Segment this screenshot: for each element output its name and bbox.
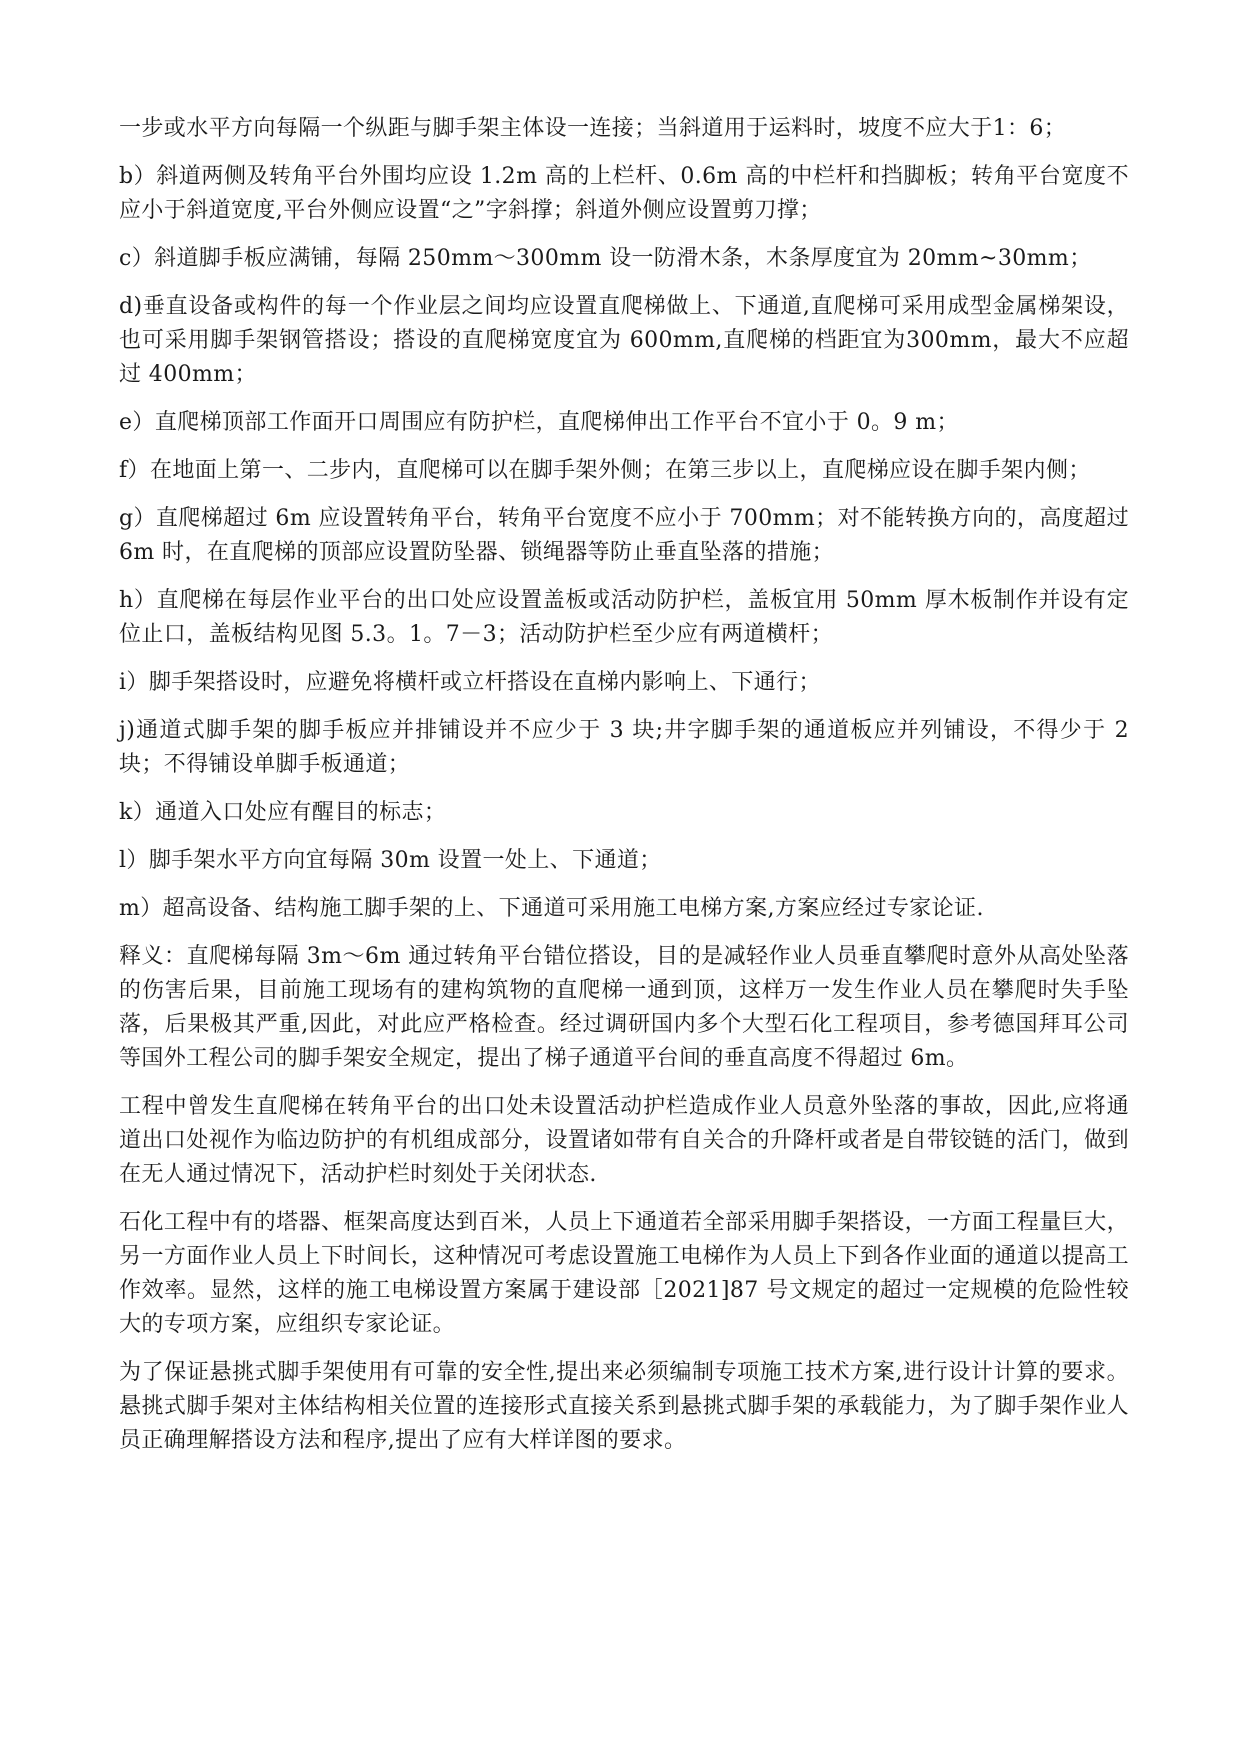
paragraph-construction-elevator: 石化工程中有的塔器、框架高度达到百米，人员上下通道若全部采用脚手架搭设，一方面工程量巨大，另一方面作业人员上下时间长，这种情况可考虑设置施工电梯作为人员上下到各作业面的通道以提高工作效率。显然，这样的施工电梯设置方案属于建设部［2021]87 号文规定的超过一定规模的危险性较大的专项方案，应组织专家论证。 xyxy=(119,1210,1129,1337)
paragraph-item-c: c）斜道脚手板应满铺，每隔 250mm～300mm 设一防滑木条，木条厚度宜为 20mm~30mm； xyxy=(119,246,1092,271)
document-body xyxy=(119,112,1129,1472)
paragraph-interpretation: 释义：直爬梯每隔 3m～6m 通过转角平台错位搭设，目的是减轻作业人员垂直攀爬时意外从高处坠落的伤害后果，目前施工现场有的建构筑物的直爬梯一通到顶，这样万一发生作业人员在攀爬时失手坠落，后果极其严重,因此，对此应严格检查。经过调研国内多个大型石化工程项目，参考德国拜耳公司等国外工程公司的脚手架安全规定，提出了梯子通道平台间的垂直高度不得超过 6m。 xyxy=(119,944,1129,1071)
paragraph-item-d: d)垂直设备或构件的每一个作业层之间均应设置直爬梯做上、下通道,直爬梯可采用成型金属梯架设，也可采用脚手架钢管搭设；搭设的直爬梯宽度宜为 600mm,直爬梯的档距宜为300mm，最大不应超过 400mm； xyxy=(119,294,1129,387)
paragraph-item-l: l）脚手架水平方向宜每隔 30m 设置一处上、下通道； xyxy=(119,848,662,873)
paragraph-item-m: m）超高设备、结构施工脚手架的上、下通道可采用施工电梯方案,方案应经过专家论证. xyxy=(119,896,984,921)
paragraph-item-e: e）直爬梯顶部工作面开口周围应有防护栏，直爬梯伸出工作平台不宜小于 0。9 m； xyxy=(119,410,959,435)
paragraph-cantilever-scaffold: 为了保证悬挑式脚手架使用有可靠的安全性,提出来必须编制专项施工技术方案,进行设计计算的要求。悬挑式脚手架对主体结构相关位置的连接形式直接关系到悬挑式脚手架的承载能力，为了脚手架作业人员正确理解搭设方法和程序,提出了应有大样详图的要求。 xyxy=(119,1360,1129,1453)
paragraph-ramp-connection: 一步或水平方向每隔一个纵距与脚手架主体设一连接；当斜道用于运料时，坡度不应大于1：6； xyxy=(119,116,1067,141)
paragraph-item-b: b）斜道两侧及转角平台外围均应设 1.2m 高的上栏杆、0.6m 高的中栏杆和挡脚板；转角平台宽度不应小于斜道宽度,平台外侧应设置“之”字斜撑；斜道外侧应设置剪刀撑； xyxy=(119,164,1129,223)
paragraph-item-i: i）脚手架搭设时，应避免将横杆或立杆搭设在直梯内影响上、下通行； xyxy=(119,670,821,695)
paragraph-guardrail-accident: 工程中曾发生直爬梯在转角平台的出口处未设置活动护栏造成作业人员意外坠落的事故，因此,应将通道出口处视作为临边防护的有机组成部分，设置诸如带有自关合的升降杆或者是自带铰链的活门，做到在无人通过情况下，活动护栏时刻处于关闭状态. xyxy=(119,1094,1129,1187)
paragraph-item-g: g）直爬梯超过 6m 应设置转角平台，转角平台宽度不应小于 700mm；对不能转换方向的，高度超过 6m 时，在直爬梯的顶部应设置防坠器、锁绳器等防止垂直坠落的措施； xyxy=(119,506,1129,565)
paragraph-item-f: f）在地面上第一、二步内，直爬梯可以在脚手架外侧；在第三步以上，直爬梯应设在脚手架内侧； xyxy=(119,458,1091,483)
paragraph-item-k: k）通道入口处应有醒目的标志； xyxy=(119,800,447,825)
paragraph-item-j: j)通道式脚手架的脚手板应并排铺设并不应少于 3 块;井字脚手架的通道板应并列铺设，不得少于 2 块；不得铺设单脚手板通道； xyxy=(119,718,1129,777)
paragraph-item-h: h）直爬梯在每层作业平台的出口处应设置盖板或活动防护栏，盖板宜用 50mm 厚木板制作并设有定位止口，盖板结构见图 5.3。1。7－3；活动防护栏至少应有两道横杆； xyxy=(119,588,1129,647)
